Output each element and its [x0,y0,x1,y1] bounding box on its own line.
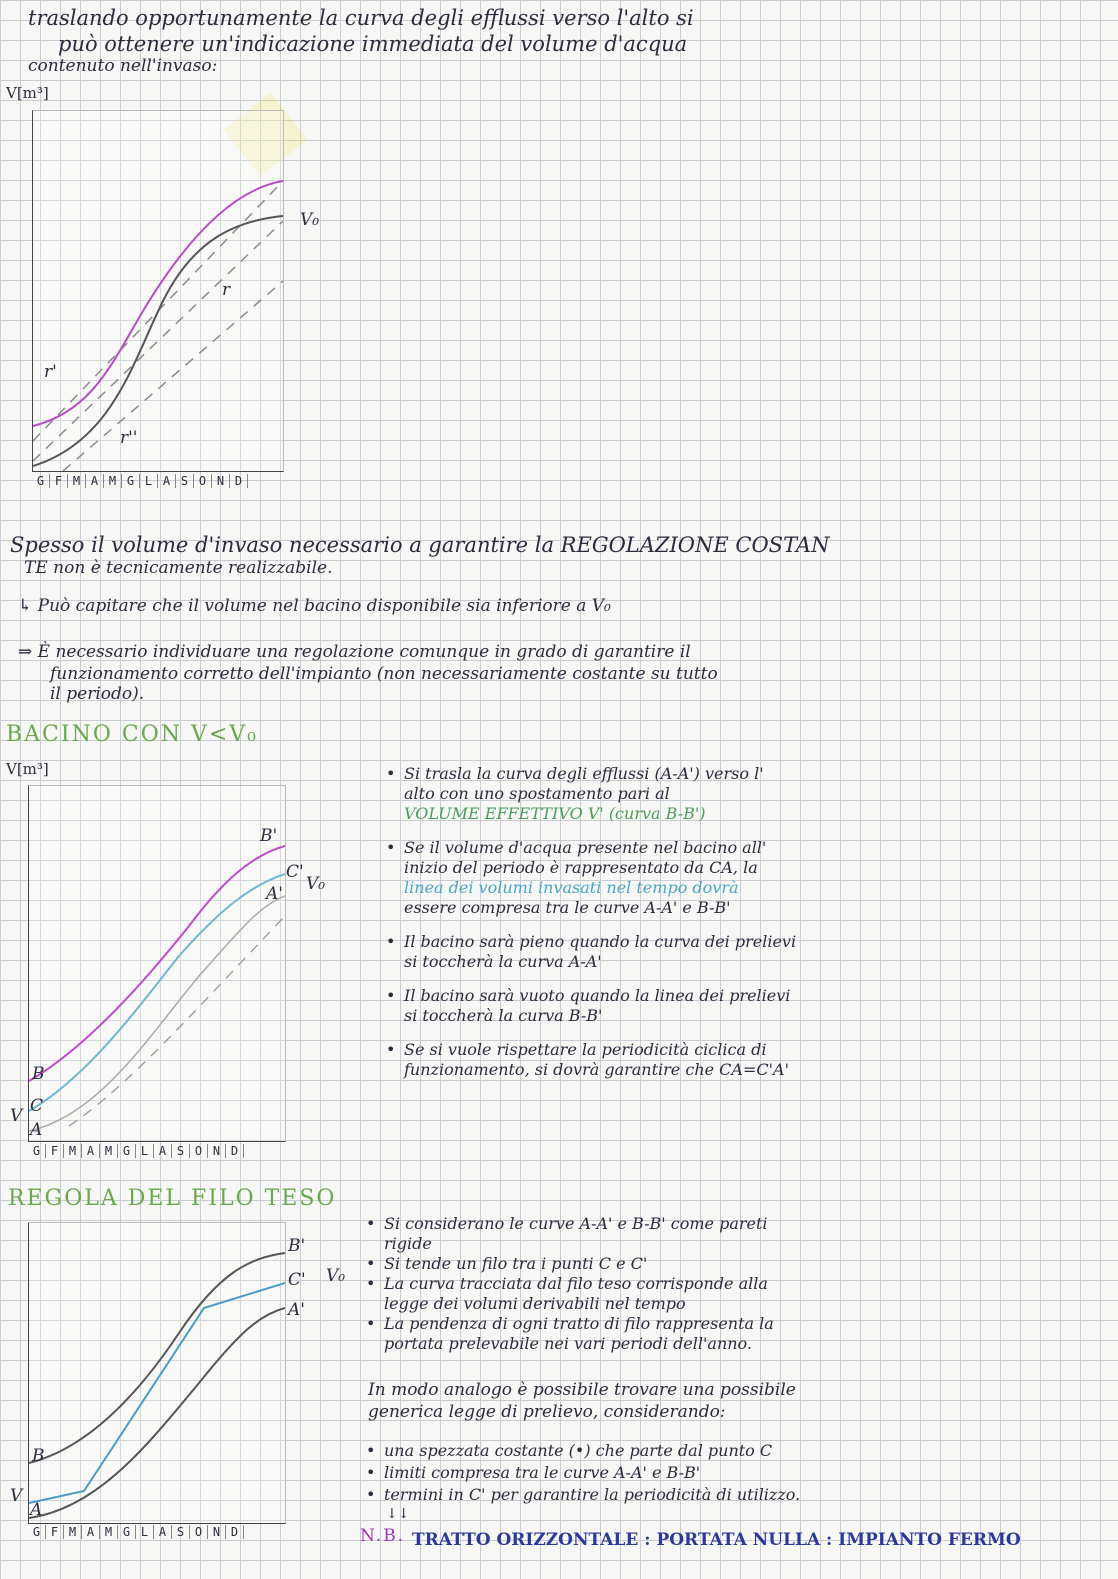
intro-line-1: traslando opportunamente la curva degli efflussi verso l'alto si [28,6,694,30]
chart2-ylabel: V[m³] [6,760,49,778]
chart2-label-a: A [30,1120,43,1140]
chart2-label-v: V [10,1106,23,1126]
bullet2-1-l3: VOLUME EFFETTIVO V' (curva B-B') [404,804,706,823]
month-label: S [172,1144,190,1158]
bullets2-list [386,764,1086,1080]
bullet4-item-3: • termini in C' per garantire la periodicità di utilizzo. [366,1484,1086,1506]
bullet4-item-1: • una spezzata costante (•) che parte dal punto C [366,1440,1086,1462]
month-label: M [100,1525,118,1539]
month-label: M [100,1144,118,1158]
bullet3-1-l2: rigide [384,1234,432,1253]
intro-line-2: può ottenere un'indicazione immediata del volume d'acqua [58,32,688,56]
month-label: A [154,1525,172,1539]
month-label: L [140,474,158,488]
month-label: M [104,474,122,488]
month-label: N [212,474,230,488]
bullet2-item-2 [386,838,1086,918]
bullet3-4-l2: portata prelevabile nei vari periodi dell'anno. [384,1334,752,1353]
chart2-label-c: C [30,1096,44,1116]
chart2-label-vo: V₀ [306,874,326,894]
chart1-curve-mid [33,216,283,466]
chart1-months [32,474,248,488]
month-label: A [86,474,104,488]
month-label: M [64,1525,82,1539]
month-label: L [136,1525,154,1539]
bullet2-item-4 [386,986,1086,1026]
nb-arrows: ↓↓ [386,1506,410,1522]
section2-heading: BACINO CON V<V₀ [6,722,258,747]
month-label: A [154,1144,172,1158]
bullet2-2-l3: linea dei volumi invasati nel tempo dovrà [404,878,739,897]
bullets4-list [366,1440,1086,1506]
chart3-svg [29,1223,285,1523]
chart3-label-v: V [10,1486,23,1506]
month-label: G [118,1525,136,1539]
chart2-dashed-line [69,916,285,1126]
chart3-label-b1: B' [288,1236,306,1256]
chart2-label-a1: A' [266,884,283,904]
month-label: A [82,1525,100,1539]
month-label: G [32,474,50,488]
chart3-months [28,1525,244,1539]
para1-line-2: TE non è tecnicamente realizzabile. [24,558,333,578]
chart3-label-a: A [30,1500,43,1520]
chart3-label-vo: V₀ [326,1266,346,1286]
chart1-ylabel: V[m³] [6,84,49,102]
month-label: O [194,474,212,488]
para1-line-4: ⇒ È necessario individuare una regolazione comunque in grado di garantire il [18,642,691,662]
chart2-curve-cc [29,874,285,1111]
bullet2-3-l2: si toccherà la curva A-A' [404,952,602,971]
bullet3-2-l1: • Si tende un filo tra i punti C e C' [384,1254,648,1273]
chart1-svg [33,111,283,471]
para1-line-3: ↳ Può capitare che il volume nel bacino disponibile sia inferiore a V₀ [18,596,611,616]
month-label: S [176,474,194,488]
month-label: O [190,1144,208,1158]
month-label: G [118,1144,136,1158]
section3-heading: REGOLA DEL FILO TESO [8,1186,337,1211]
para1-line-1: Spesso il volume d'invaso necessario a garantire la REGOLAZIONE COSTAN [10,533,830,557]
chart1-dashed-r [33,221,283,461]
bullet2-2-l2: inizio del periodo è rappresentato da CA, la [404,858,758,877]
bullet2-2-l4: essere compresa tra le curve A-A' e B-B' [404,898,731,917]
month-label: G [122,474,140,488]
month-label: S [172,1525,190,1539]
month-label: F [46,1525,64,1539]
para3-line-1: In modo analogo è possibile trovare una possibile [368,1380,796,1400]
month-label: L [136,1144,154,1158]
month-label: A [158,474,176,488]
month-label: N [208,1144,226,1158]
bullet2-item-1 [386,764,1086,824]
bullets3-list [366,1214,1086,1354]
chart2-curve-bb [29,846,285,1081]
nb-label: N.B. [360,1526,406,1546]
chart3-label-a1: A' [288,1300,305,1320]
bullet2-1-l2: alto con uno spostamento pari al [404,784,670,803]
bullet3-4-l1: • La pendenza di ogni tratto di filo rappresenta la [384,1314,774,1333]
month-label: F [46,1144,64,1158]
chart2-curve-aa [29,896,285,1131]
bullet2-2-l1: • Se il volume d'acqua presente nel bacino all' [404,838,767,857]
month-label: A [82,1144,100,1158]
month-label: G [28,1525,46,1539]
bullet2-1-l1: • Si trasla la curva degli efflussi (A-A') verso l' [404,764,764,783]
bullet2-item-5 [386,1040,1086,1080]
bullet3-3-l1: • La curva tracciata dal filo teso corrisponde alla [384,1274,768,1293]
month-label: M [64,1144,82,1158]
chart1-r1-label: r' [44,362,57,382]
para3-line-2: generica legge di prelievo, considerando: [368,1402,726,1422]
bullet3-1-l1: • Si considerano le curve A-A' e B-B' come pareti [384,1214,768,1233]
chart3-string-line [29,1283,285,1503]
chart1-r2-label: r'' [120,428,138,448]
bullet2-5-l1: • Se si vuole rispettare la periodicità ciclica di [404,1040,767,1059]
month-label: F [50,474,68,488]
bullet2-4-l2: si toccherà la curva B-B' [404,1006,603,1025]
chart1-frame [32,110,284,472]
chart2-months [28,1144,244,1158]
bullet3-item-2 [366,1254,1086,1274]
month-label: M [68,474,86,488]
chart3-curve-aa [29,1308,285,1518]
bullet2-3-l1: • Il bacino sarà pieno quando la curva dei prelievi [404,932,797,951]
chart2-label-b1: B' [260,826,278,846]
bullet3-item-1 [366,1214,1086,1254]
month-label: D [226,1525,244,1539]
chart1-vo-label: V₀ [300,210,320,230]
bullet3-item-4 [366,1314,1086,1354]
chart2-label-c1: C' [286,862,304,882]
month-label: D [230,474,248,488]
chart2-svg [29,786,285,1141]
chart1-r-label: r [222,280,231,300]
bullet2-5-l2: funzionamento, si dovrà garantire che CA=C'A' [404,1060,789,1079]
chart2-frame [28,785,286,1142]
bullet4-item-2: • limiti compresa tra le curve A-A' e B-B' [366,1462,1086,1484]
chart3-label-b: B [32,1446,45,1466]
month-label: N [208,1525,226,1539]
bullet3-item-3 [366,1274,1086,1314]
chart3-frame [28,1222,286,1524]
chart2-label-b: B [32,1064,45,1084]
nb-text: TRATTO ORIZZONTALE : PORTATA NULLA : IMPIANTO FERMO [412,1530,1021,1550]
month-label: G [28,1144,46,1158]
para1-line-6: il periodo). [50,684,145,704]
intro-line-3: contenuto nell'invaso: [28,56,218,76]
month-label: O [190,1525,208,1539]
chart1-curve-top [33,181,283,426]
para1-line-5: funzionamento corretto dell'impianto (non necessariamente costante su tutto [50,664,718,684]
bullet2-4-l1: • Il bacino sarà vuoto quando la linea dei prelievi [404,986,791,1005]
bullet3-3-l2: legge dei volumi derivabili nel tempo [384,1294,686,1313]
chart3-label-c1: C' [288,1270,306,1290]
bullet2-item-3 [386,932,1086,972]
month-label: D [226,1144,244,1158]
